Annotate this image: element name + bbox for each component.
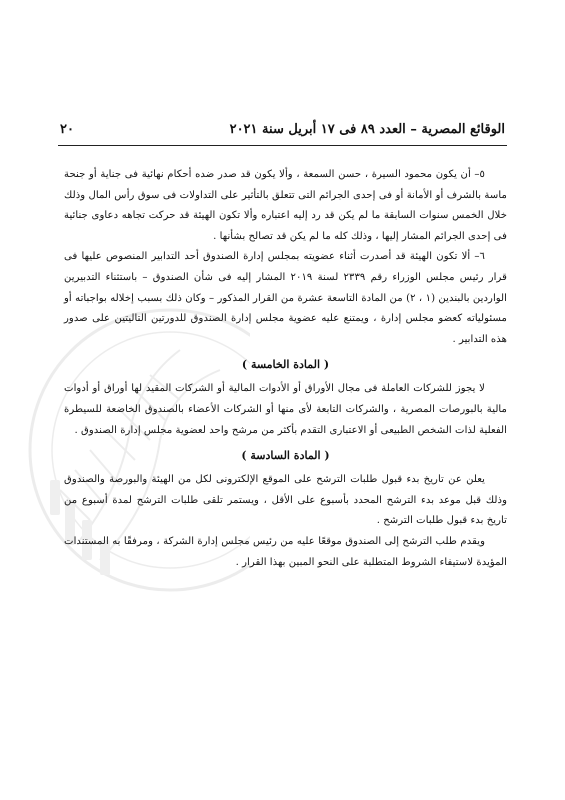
article-6-heading: ( المادة السادسة ) bbox=[241, 449, 330, 463]
article-5-text: لا يجوز للشركات العاملة فى مجال الأوراق أو الأدوات المالية أو الشركات المقيد لها أوراق أو أدوات مالية بالبورصات المصرية ، والشركات التابعة لأى منها أو الشركات الأعضاء بالصندوق الخاضعة للسيطرة الفعلية لذات الشخص الطبيعى أو الاعتبارى التقدم بأكثر من مرشح واحد لعضوية مجلس إدارة الصندوق . bbox=[64, 383, 507, 436]
article-6-paragraph: ويقدم طلب الترشح إلى الصندوق موقعًا عليه من رئيس مجلس إدارة الشركة ، ومرفقًا به المستندات المؤيدة لاستيفاء الشروط المتطلبة على النحو المبين بهذا القرار . bbox=[64, 535, 507, 568]
clause-6: ٦– ألا تكون الهيئة قد أصدرت أثناء عضويته بمجلس إدارة الصندوق أحد التدابير المنصوص عليها فى قرار رئيس مجلس الوزراء رقم ٢٣٣٩ لسنة ٢٠١٩ المشار إليه فى شأن الصندوق – باستثناء التدبيرين الواردين بالبندين (١ ، ٢) من المادة التاسعة عشرة من القرار المذكور – وكان ذلك بسبب إخلاله بواجباته أو مسئولياته كعضو مجلس إدارة ، ويمتنع عليه عضوية مجلس إدارة الصندوق للدورتين التاليتين على صدور هذه التدابير . bbox=[64, 251, 507, 345]
article-5-heading: ( المادة الخامسة ) bbox=[241, 358, 330, 372]
page-header bbox=[60, 118, 505, 144]
clause-5: ٥– أن يكون محمود السيرة ، حسن السمعة ، وألا يكون قد صدر ضده أحكام نهائية فى جناية أو جنحة ماسة بالشرف أو الأمانة أو فى إحدى الجرائم التى تتعلق بالتأثير على التداولات فى سوق رأس المال وذلك خلال الخمس سنوات السابقة ما لم يكن قد رد إليه اعتباره وألا تكون الهيئة قد حركت تجاهه دعاوى جنائية فى إحدى الجرائم المشار إليها ، وذلك كله ما لم يكن قد تصالح بشأنها . bbox=[64, 169, 507, 242]
page-number: ٢٠ bbox=[60, 122, 74, 137]
header-divider bbox=[58, 145, 507, 146]
article-6-paragraph: يعلن عن تاريخ بدء قبول طلبات الترشح على الموقع الإلكترونى لكل من الهيئة والبورصة والصندوق وذلك قبل موعد بدء الترشح المحدد بأسبوع على الأقل ، ويستمر تلقى طلبات الترشح لمدة أسبوع من تاريخ بدء قبول طلبات الترشح . bbox=[64, 474, 507, 527]
document-body bbox=[64, 165, 507, 573]
gazette-header-title: الوقائع المصرية – العدد ٨٩ فى ١٧ أبريل سنة ٢٠٢١ bbox=[229, 122, 505, 137]
